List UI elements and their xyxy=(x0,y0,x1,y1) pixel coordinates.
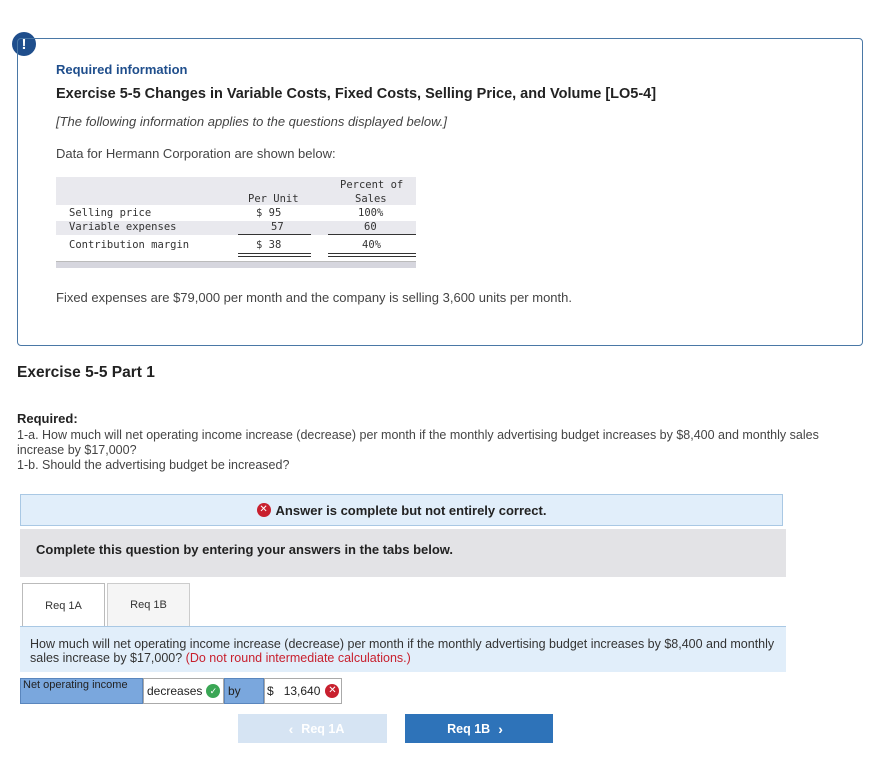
exercise-title: Exercise 5-5 Changes in Variable Costs, Fixed Costs, Selling Price, and Volume [LO5-4] xyxy=(56,86,657,102)
amount-input[interactable] xyxy=(264,678,342,704)
row-value-contribution-margin: $ 38 xyxy=(256,239,282,251)
currency-symbol: $ xyxy=(267,684,274,698)
by-label: by xyxy=(224,678,264,704)
tab-req-1b[interactable]: Req 1B xyxy=(107,583,190,627)
direction-value: decreases xyxy=(147,684,203,698)
question-panel xyxy=(20,626,786,672)
row-label-selling-price: Selling price xyxy=(69,207,152,219)
answer-row xyxy=(20,678,350,704)
next-button-label: Req 1B xyxy=(447,721,491,736)
table-footer-bar xyxy=(56,261,416,268)
double-underline xyxy=(238,256,311,257)
data-intro: Data for Hermann Corporation are shown below: xyxy=(56,146,336,161)
part-title: Exercise 5-5 Part 1 xyxy=(17,364,155,381)
double-underline xyxy=(328,253,416,254)
underline xyxy=(328,234,416,235)
amount-value: 13,640 xyxy=(283,684,321,698)
row-pct-variable-expenses: 60 xyxy=(364,221,377,233)
row-value-selling-price: $ 95 xyxy=(256,207,282,219)
fixed-expenses-text: Fixed expenses are $79,000 per month and the company is selling 3,600 units per month. xyxy=(56,290,572,305)
check-circle-icon: ✓ xyxy=(206,684,220,698)
question-1b: 1-b. Should the advertising budget be increased? xyxy=(17,458,290,472)
row-pct-contribution-margin: 40% xyxy=(362,239,381,251)
required-label: Required: xyxy=(17,411,78,426)
underline xyxy=(238,234,311,235)
alert-icon: ! xyxy=(12,32,36,56)
double-underline xyxy=(238,253,311,254)
answer-label: Net operating income xyxy=(20,678,143,704)
direction-select[interactable] xyxy=(143,678,224,704)
header-percent-line2: Sales xyxy=(355,193,387,205)
prev-button[interactable] xyxy=(238,714,387,743)
row-label-variable-expenses: Variable expenses xyxy=(69,221,177,233)
instructions-bar: Complete this question by entering your answers in the tabs below. xyxy=(20,529,786,577)
header-per-unit: Per Unit xyxy=(248,193,299,205)
question-text: How much will net operating income increase (decrease) per month if the monthly advertising budget increases by $8,400 and monthly sales increase by $17,000? xyxy=(30,637,775,665)
row-label-contribution-margin: Contribution margin xyxy=(69,239,190,251)
question-list xyxy=(17,428,857,473)
required-info-heading: Required information xyxy=(56,62,188,77)
banner-text: Answer is complete but not entirely correct. xyxy=(275,502,547,518)
info-note: [The following information applies to the questions displayed below.] xyxy=(56,114,447,129)
answer-status-banner xyxy=(20,494,783,526)
x-circle-icon: ✕ xyxy=(257,503,271,517)
tab-req-1a[interactable]: Req 1A xyxy=(22,583,105,627)
chevron-right-icon: › xyxy=(498,720,503,737)
prev-button-label: Req 1A xyxy=(301,721,345,736)
header-percent-line1: Percent of xyxy=(340,179,404,191)
chevron-left-icon: ‹ xyxy=(288,720,294,737)
row-pct-selling-price: 100% xyxy=(358,207,384,219)
question-1a: 1-a. How much will net operating income increase (decrease) per month if the monthly advertising budget increases by $8,400 and monthly sales increase by $17,000? xyxy=(17,428,819,457)
row-value-variable-expenses: 57 xyxy=(271,221,284,233)
double-underline xyxy=(328,256,416,257)
x-circle-icon: ✕ xyxy=(325,684,339,698)
data-table xyxy=(56,177,416,268)
question-hint: (Do not round intermediate calculations.) xyxy=(185,651,411,665)
next-button[interactable] xyxy=(405,714,553,743)
